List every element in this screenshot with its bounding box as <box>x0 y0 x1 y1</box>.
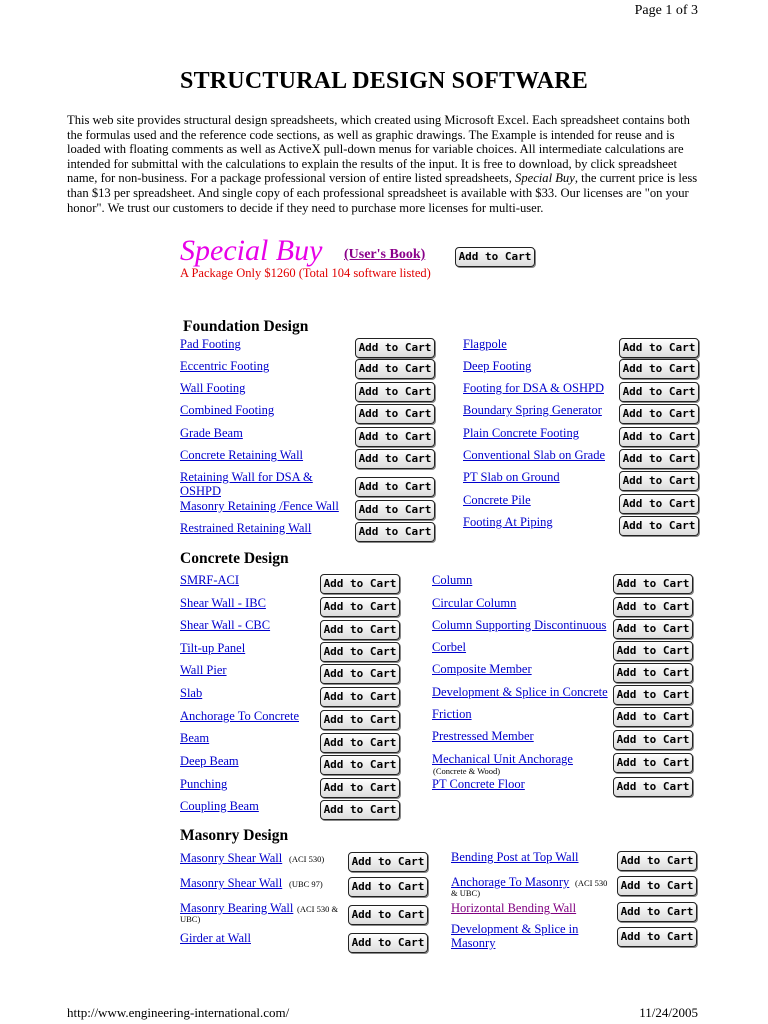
link-plain-concrete-footing[interactable]: Plain Concrete Footing <box>463 426 579 440</box>
add-to-cart-button[interactable]: Add to Cart <box>348 933 428 953</box>
add-to-cart-button[interactable]: Add to Cart <box>320 664 400 684</box>
link-boundary-spring-generator[interactable]: Boundary Spring Generator <box>463 403 602 417</box>
add-to-cart-button[interactable]: Add to Cart <box>613 753 693 773</box>
add-to-cart-button[interactable]: Add to Cart <box>613 730 693 750</box>
link-friction[interactable]: Friction <box>432 707 472 721</box>
link-masonry-shear-wall-ubc[interactable]: Masonry Shear Wall <box>180 876 283 890</box>
users-book-link[interactable]: (User's Book) <box>344 247 426 262</box>
add-to-cart-button[interactable]: Add to Cart <box>355 477 435 497</box>
footer-url: http://www.engineering-international.com/ <box>67 1005 290 1020</box>
link-smrf-aci[interactable]: SMRF-ACI <box>180 573 240 587</box>
special-buy-title: Special Buy <box>180 234 323 267</box>
add-to-cart-button[interactable]: Add to Cart <box>348 852 428 872</box>
link-development-splice-concrete[interactable]: Development & Splice in Concrete <box>432 685 608 699</box>
add-to-cart-button[interactable]: Add to Cart <box>617 876 697 896</box>
add-to-cart-button[interactable]: Add to Cart <box>613 641 693 661</box>
link-footing-dsa-oshpd[interactable]: Footing for DSA & OSHPD <box>463 381 604 395</box>
note-ubc: UBC) <box>180 914 201 924</box>
add-to-cart-button[interactable]: Add to Cart <box>619 338 699 358</box>
link-composite-member[interactable]: Composite Member <box>432 662 532 676</box>
link-grade-beam[interactable]: Grade Beam <box>180 426 243 440</box>
add-to-cart-button[interactable]: Add to Cart <box>619 427 699 447</box>
link-circular-column[interactable]: Circular Column <box>432 596 517 610</box>
intro-text-1: This web site provides structural design spreadsheets, which created using Microsoft Excel. Each spreadsheet contains both the formulas used and the reference code sections, as well as graphic drawings. The Example is intended for reuse and is loaded with floating comments as well as ActiveX pull-down menus for variable choices. All intermediate calculations are intended for submittal with the calculations to explain the results of the input. It is free to download, by click spreadsheet name, for non-business. For a package professional version of entire listed spreadsheets, <box>67 113 690 186</box>
link-restrained-retaining-wall[interactable]: Restrained Retaining Wall <box>180 521 312 535</box>
add-to-cart-button[interactable]: Add to Cart <box>619 516 699 536</box>
link-column-supporting-discontinuous[interactable]: Column Supporting Discontinuous <box>432 618 607 632</box>
link-retaining-wall-dsa-oshpd[interactable]: Retaining Wall for DSA & OSHPD <box>180 470 313 498</box>
link-combined-footing[interactable]: Combined Footing <box>180 403 275 417</box>
add-to-cart-button[interactable]: Add to Cart <box>355 449 435 469</box>
add-to-cart-button[interactable]: Add to Cart <box>355 500 435 520</box>
add-to-cart-button[interactable]: Add to Cart <box>355 359 435 379</box>
link-deep-beam[interactable]: Deep Beam <box>180 754 239 768</box>
page-number: Page 1 of 3 <box>634 3 698 18</box>
link-punching[interactable]: Punching <box>180 777 228 791</box>
link-eccentric-footing[interactable]: Eccentric Footing <box>180 359 270 373</box>
link-conventional-slab-on-grade[interactable]: Conventional Slab on Grade <box>463 448 605 462</box>
add-to-cart-button[interactable]: Add to Cart <box>348 905 428 925</box>
add-to-cart-button[interactable]: Add to Cart <box>613 574 693 594</box>
foundation-heading: Foundation Design <box>183 318 309 335</box>
add-to-cart-button[interactable]: Add to Cart <box>613 707 693 727</box>
link-development-splice-masonry[interactable]: Development & Splice in Masonry <box>451 922 579 950</box>
link-tilt-up-panel[interactable]: Tilt-up Panel <box>180 641 246 655</box>
add-to-cart-button[interactable]: Add to Cart <box>355 522 435 542</box>
link-coupling-beam[interactable]: Coupling Beam <box>180 799 259 813</box>
intro-paragraph <box>67 113 707 215</box>
add-to-cart-button[interactable]: Add to Cart <box>355 404 435 424</box>
add-to-cart-button[interactable]: Add to Cart <box>320 687 400 707</box>
link-flagpole[interactable]: Flagpole <box>463 337 507 351</box>
add-to-cart-button[interactable]: Add to Cart <box>320 778 400 798</box>
add-to-cart-button[interactable]: Add to Cart <box>320 800 400 820</box>
add-to-cart-button[interactable]: Add to Cart <box>348 877 428 897</box>
add-to-cart-button[interactable]: Add to Cart <box>355 382 435 402</box>
special-buy-package-text: A Package Only $1260 (Total 104 software listed) <box>180 266 431 280</box>
note-ubc-97: (UBC 97) <box>289 879 323 889</box>
special-buy-add-to-cart-button[interactable]: Add to Cart <box>455 247 535 267</box>
intro-special-buy: Special Buy <box>515 171 575 186</box>
link-masonry-shear-wall-aci[interactable]: Masonry Shear Wall <box>180 851 283 865</box>
add-to-cart-button[interactable]: Add to Cart <box>617 902 697 922</box>
link-anchorage-to-masonry[interactable]: Anchorage To Masonry <box>451 875 570 889</box>
add-to-cart-button[interactable]: Add to Cart <box>619 359 699 379</box>
link-prestressed-member[interactable]: Prestressed Member <box>432 729 534 743</box>
link-concrete-retaining-wall[interactable]: Concrete Retaining Wall <box>180 448 304 462</box>
add-to-cart-button[interactable]: Add to Cart <box>613 597 693 617</box>
add-to-cart-button[interactable]: Add to Cart <box>619 494 699 514</box>
page-title: STRUCTURAL DESIGN SOFTWARE <box>180 68 588 94</box>
add-to-cart-button[interactable]: Add to Cart <box>320 574 400 594</box>
add-to-cart-button[interactable]: Add to Cart <box>613 619 693 639</box>
link-concrete-pile[interactable]: Concrete Pile <box>463 493 531 507</box>
add-to-cart-button[interactable]: Add to Cart <box>320 755 400 775</box>
add-to-cart-button[interactable]: Add to Cart <box>320 597 400 617</box>
add-to-cart-button[interactable]: Add to Cart <box>613 777 693 797</box>
link-beam[interactable]: Beam <box>180 731 210 745</box>
concrete-heading: Concrete Design <box>180 550 289 567</box>
add-to-cart-button[interactable]: Add to Cart <box>613 685 693 705</box>
add-to-cart-button[interactable]: Add to Cart <box>320 733 400 753</box>
note-aci-530-b: (ACI 530 <box>575 878 608 888</box>
link-mechanical-unit-anchorage[interactable]: Mechanical Unit Anchorage <box>432 752 573 766</box>
link-deep-footing[interactable]: Deep Footing <box>463 359 532 373</box>
link-footing-at-piping[interactable]: Footing At Piping <box>463 515 553 529</box>
add-to-cart-button[interactable]: Add to Cart <box>617 927 697 947</box>
link-pad-footing[interactable]: Pad Footing <box>180 337 241 351</box>
note-aci-530: (ACI 530) <box>289 854 325 864</box>
link-wall-pier[interactable]: Wall Pier <box>180 663 227 677</box>
footer-date: 11/24/2005 <box>639 1005 698 1020</box>
add-to-cart-button[interactable]: Add to Cart <box>619 471 699 491</box>
add-to-cart-button[interactable]: Add to Cart <box>619 382 699 402</box>
link-bending-post-top-wall[interactable]: Bending Post at Top Wall <box>451 850 579 864</box>
link-column[interactable]: Column <box>432 573 473 587</box>
add-to-cart-button[interactable]: Add to Cart <box>619 404 699 424</box>
note-aci-530-and: (ACI 530 & <box>297 904 339 914</box>
add-to-cart-button[interactable]: Add to Cart <box>355 427 435 447</box>
add-to-cart-button[interactable]: Add to Cart <box>320 642 400 662</box>
masonry-heading: Masonry Design <box>180 827 289 844</box>
add-to-cart-button[interactable]: Add to Cart <box>619 449 699 469</box>
link-pt-slab-on-ground[interactable]: PT Slab on Ground <box>463 470 560 484</box>
note-concrete-wood: (Concrete & Wood) <box>433 766 501 776</box>
link-wall-footing[interactable]: Wall Footing <box>180 381 246 395</box>
link-girder-at-wall[interactable]: Girder at Wall <box>180 931 251 945</box>
link-horizontal-bending-wall[interactable]: Horizontal Bending Wall <box>451 901 577 915</box>
add-to-cart-button[interactable]: Add to Cart <box>320 620 400 640</box>
link-shear-wall-cbc[interactable]: Shear Wall - CBC <box>180 618 271 632</box>
add-to-cart-button[interactable]: Add to Cart <box>355 338 435 358</box>
link-shear-wall-ibc[interactable]: Shear Wall - IBC <box>180 596 266 610</box>
link-anchorage-to-concrete[interactable]: Anchorage To Concrete <box>180 709 299 723</box>
add-to-cart-button[interactable]: Add to Cart <box>320 710 400 730</box>
add-to-cart-button[interactable]: Add to Cart <box>617 851 697 871</box>
link-masonry-retaining-fence-wall[interactable]: Masonry Retaining /Fence Wall <box>180 499 339 513</box>
intro-text-2: , the current price is less than $13 per spreadsheet. And single copy of each professional spreadsheet is available with $33. Our licenses are "on your honor". We trust our customers to decide if they need to purchase more licenses for multi-user. <box>67 171 698 215</box>
add-to-cart-button[interactable]: Add to Cart <box>613 663 693 683</box>
link-corbel[interactable]: Corbel <box>432 640 467 654</box>
link-slab[interactable]: Slab <box>180 686 203 700</box>
link-pt-concrete-floor[interactable]: PT Concrete Floor <box>432 777 525 791</box>
link-masonry-bearing-wall[interactable]: Masonry Bearing Wall <box>180 901 294 915</box>
note-and-ubc: & UBC) <box>451 888 481 898</box>
